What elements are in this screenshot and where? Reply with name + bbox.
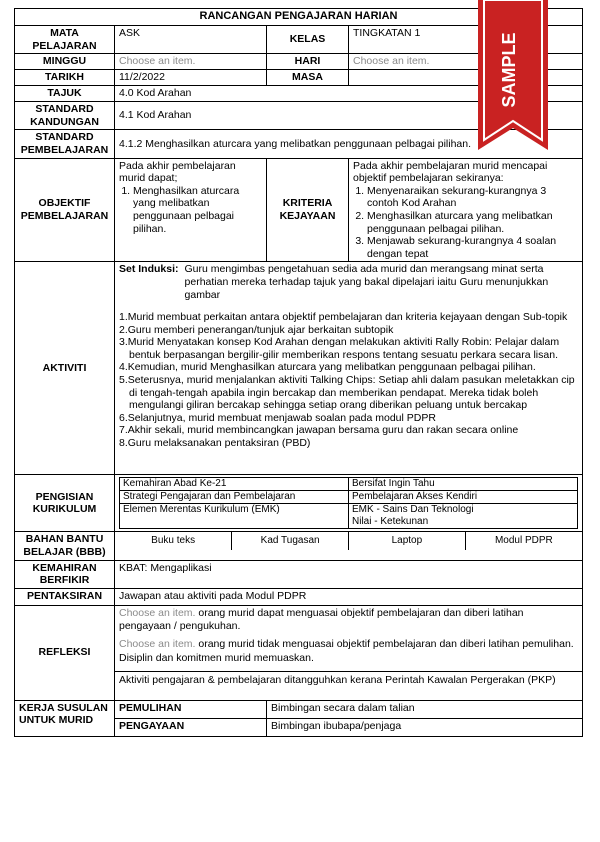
dropdown-hari[interactable]: Choose an item.	[349, 54, 583, 70]
dropdown-minggu[interactable]: Choose an item.	[115, 54, 267, 70]
set-induksi-label: Set Induksi:	[119, 263, 179, 276]
refleksi-line	[119, 607, 578, 634]
label-standard-kandungan: STANDARD KANDUNGAN	[15, 102, 115, 130]
label-refleksi: REFLEKSI	[15, 605, 115, 700]
pengisian-emk: EMK - Sains Dan Teknologi	[352, 504, 474, 516]
label-kelas: KELAS	[267, 26, 349, 54]
label-mata-pelajaran: MATA PELAJARAN	[15, 26, 115, 54]
refleksi-main[interactable]	[115, 606, 582, 673]
refleksi-text: orang murid tidak menguasai objektif pembelajaran dan diberi latihan pemulihan. Disiplin dan komitmen murid memuaskan.	[119, 637, 574, 664]
value-kemahiran-berfikir[interactable]: KBAT: Mengaplikasi	[115, 560, 583, 588]
value-standard-pembelajaran[interactable]: 4.1.2 Menghasilkan aturcara yang melibatkan penggunaan pelbagai pilihan.	[115, 130, 583, 158]
label-aktiviti: AKTIVITI	[15, 262, 115, 475]
aktiviti-step: 1.Murid membuat perkaitan antara objektif pembelajaran dan kriteria kejayaan dengan Sub-topik	[119, 311, 568, 324]
refleksi-line	[119, 638, 578, 665]
aktiviti-step: 2.Guru memberi penerangan/tunjuk ajar berkaitan subtopik	[119, 323, 394, 336]
aktiviti-step: 6.Selanjutnya, murid membuat menjawab soalan pada modul PDPR	[119, 411, 436, 424]
value-kelas[interactable]: TINGKATAN 1	[349, 26, 583, 54]
pengisian-cell[interactable]: Elemen Merentas Kurikulum (EMK)	[120, 504, 349, 529]
label-pemulihan: PEMULIHAN	[115, 700, 267, 718]
aktiviti-step: 8.Guru melaksanakan pentaksiran (PBD)	[119, 437, 311, 450]
label-masa: MASA	[267, 70, 349, 86]
bbb-item[interactable]: Buku teks	[151, 535, 196, 547]
pengisian-cell[interactable]: Pembelajaran Akses Kendiri	[349, 491, 578, 504]
refleksi-dropdown[interactable]: Choose an item.	[119, 637, 196, 650]
kriteria-item: 1. Menyenaraikan sekurang-kurangnya 3 contoh Kod Arahan	[367, 185, 578, 210]
aktiviti-step: 5.Seterusnya, murid menjalankan aktiviti Talking Chips: Setiap ahli dalam pasukan meletakkan cip di tengah-tengah apabila ingin bercakap dan memberikan pendapat. Mereka tidak boleh mengulangi giliran bercakap sehingga setiap orang diberikan peluang untuk bercakap	[119, 374, 575, 412]
label-pengayaan: PENGAYAAN	[115, 718, 267, 736]
set-induksi	[119, 263, 578, 301]
value-mata-pelajaran[interactable]: ASK	[115, 26, 267, 54]
aktiviti-content[interactable]	[115, 262, 583, 475]
label-objektif: OBJEKTIF PEMBELAJARAN	[15, 158, 115, 262]
label-tajuk: TAJUK	[15, 86, 115, 102]
value-pentaksiran[interactable]: Jawapan atau aktiviti pada Modul PDPR	[115, 588, 583, 605]
kriteria-item: 2. Menghasilkan aturcara yang melibatkan penggunaan pelbagai pilihan.	[367, 210, 578, 235]
sample-ribbon	[478, 0, 548, 150]
pengisian-cell[interactable]: Strategi Pengajaran dan Pembelajaran	[120, 491, 349, 504]
bbb-item[interactable]: Laptop	[349, 532, 466, 550]
aktiviti-step: 3.Murid Menyatakan konsep Kod Arahan dengan melakukan aktiviti Rally Robin: Pelajar dalam bentuk berpasangan bergilir-gilir memberikan respons tentang sesuatu perkara secara lisan.	[119, 336, 560, 361]
refleksi-text: orang murid dapat menguasai objektif pembelajaran dan diberi latihan pengayaan / pengukuhan.	[119, 606, 524, 633]
kriteria-content[interactable]	[349, 158, 583, 262]
ribbon-text: SAMPLE	[499, 32, 519, 108]
aktiviti-step: 7.Akhir sekali, murid membincangkan jawapan bersama guru dan rakan secara online	[119, 424, 519, 437]
value-pengayaan[interactable]: Bimbingan ibubapa/penjaga	[267, 718, 583, 736]
label-kriteria: KRITERIA KEJAYAAN	[267, 158, 349, 262]
label-pengisian-kurikulum: PENGISIAN KURIKULUM	[15, 475, 115, 532]
document-title: RANCANGAN PENGAJARAN HARIAN	[15, 9, 583, 26]
refleksi-pkp[interactable]: Aktiviti pengajaran & pembelajaran ditangguhkan kerana Perintah Kawalan Pergerakan (PKP)	[119, 674, 556, 687]
label-tarikh: TARIKH	[15, 70, 115, 86]
objektif-item: 1. Menghasilkan aturcara yang melibatkan penggunaan pelbagai pilihan.	[133, 185, 262, 235]
kriteria-intro: Pada akhir pembelajaran murid mencapai objektif pembelajaran sekiranya:	[353, 159, 548, 185]
pengisian-nilai: Nilai - Ketekunan	[352, 516, 429, 528]
label-kerja-susulan: KERJA SUSULAN UNTUK MURID	[15, 700, 115, 736]
value-pemulihan[interactable]: Bimbingan secara dalam talian	[267, 700, 583, 718]
label-standard-pembelajaran: STANDARD PEMBELAJARAN	[15, 130, 115, 158]
kriteria-item: 3. Menjawab sekurang-kurangnya 4 soalan dengan tepat	[367, 235, 578, 260]
bbb-item[interactable]: Kad Tugasan	[232, 532, 349, 550]
objektif-intro: Pada akhir pembelajaran murid dapat;	[119, 159, 236, 185]
value-tajuk[interactable]: 4.0 Kod Arahan	[115, 86, 583, 102]
bbb-item[interactable]: Modul PDPR	[465, 532, 582, 550]
label-pentaksiran: PENTAKSIRAN	[15, 588, 115, 605]
bbb-table	[115, 532, 582, 550]
value-tarikh[interactable]: 11/2/2022	[115, 70, 267, 86]
pengisian-content	[115, 475, 583, 532]
label-bbb: BAHAN BANTU BELAJAR (BBB)	[15, 532, 115, 560]
pengisian-table	[119, 477, 578, 529]
label-minggu: MINGGU	[15, 54, 115, 70]
label-kemahiran-berfikir: KEMAHIRAN BERFIKIR	[15, 560, 115, 588]
pengisian-cell[interactable]	[349, 504, 578, 529]
set-induksi-text: Guru mengimbas pengetahuan sedia ada murid dan merangsang minat serta perhatian mereka terhadap tajuk yang bakal dipelajari iaitu Guru menunjukkan gambar	[184, 263, 549, 301]
pengisian-cell[interactable]: Bersifat Ingin Tahu	[349, 478, 578, 491]
bbb-content	[115, 532, 583, 560]
value-standard-kandungan[interactable]: 4.1 Kod Arahan	[115, 102, 583, 130]
pengisian-cell[interactable]: Kemahiran Abad Ke-21	[120, 478, 349, 491]
label-hari: HARI	[267, 54, 349, 70]
objektif-content[interactable]	[115, 158, 267, 262]
refleksi-content	[115, 605, 583, 700]
aktiviti-step: 4.Kemudian, murid Menghasilkan aturcara yang melibatkan penggunaan pelbagai pilihan.	[119, 361, 536, 374]
refleksi-dropdown[interactable]: Choose an item.	[119, 606, 196, 619]
